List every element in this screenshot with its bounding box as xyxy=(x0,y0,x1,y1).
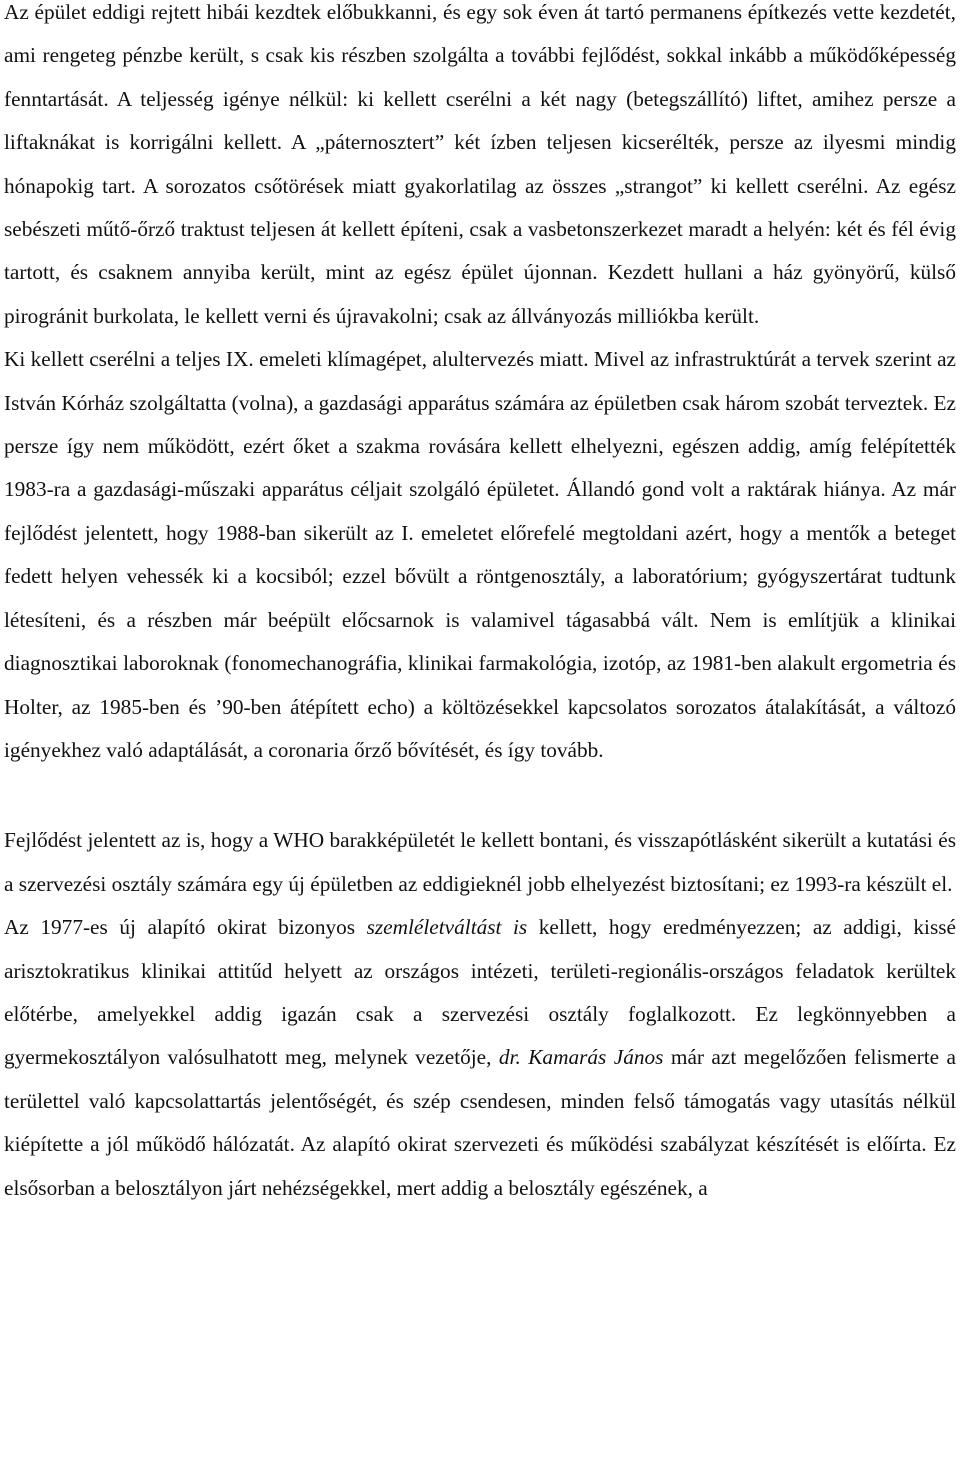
paragraph-text: Az 1977-es új alapító okirat bizonyos xyxy=(4,915,367,940)
italic-emphasis: szemléletváltást is xyxy=(366,915,528,940)
paragraph-text: Fejlődést jelentett az is, hogy a WHO barakképületét le kellett bontani, és visszapótlásként sikerült a kutatási és a szervezési osztály számára egy új épületben az eddigieknél jobb elhelyezést biztosítani; ez 1993-ra készült el. xyxy=(4,828,956,896)
paragraph-infrastructure xyxy=(0,338,960,772)
italic-person-name: dr. Kamarás János xyxy=(498,1045,664,1070)
paragraph-founding-charter xyxy=(0,906,960,1210)
paragraph-text: már azt megelőzően felismerte a területtel való kapcsolattartás jelentőségét, és szép csendesen, minden felső támogatás vagy utasítás nélkül kiépítette a jól működő hálózatát. Az alapító okirat szervezeti és működési szabályzat készítését is előírta. Ez elsősorban a belosztályon járt nehézségekkel, mert addig a belosztály egészének, a xyxy=(4,1045,957,1200)
paragraph-text: Az épület eddigi rejtett hibái kezdtek előbukkanni, és egy sok éven át tartó permanens építkezés vette kezdetét, ami rengeteg pénzbe került, s csak kis részben szolgálta a további fejlődést, sokkal inkább a működőképesség fenntartását. A teljesség igénye nélkül: ki kellett cserélni a két nagy (betegszállító) liftet, amihez persze a liftaknákat is korrigálni kellett. A „páternosztert” két ízben teljesen kicserélték, persze az ilyesmi mindig hónapokig tart. A sorozatos csőtörések miatt gyakorlatilag az összes „strangot” ki kellett cserélni. Az egész sebészeti műtő-őrző traktust teljesen át kellett építeni, csak a vasbetonszerkezet maradt a helyén: két és fél évig tartott, és csaknem annyiba került, mint az egész épület újonnan. Kezdett hullani a ház gyönyörű, külső pirogránit burkolata, le kellett verni és újravakolni; csak az állványozás milliókba került. xyxy=(4,0,956,328)
paragraph-spacer xyxy=(0,772,960,819)
paragraph-building-repairs xyxy=(0,0,960,338)
paragraph-who-building xyxy=(0,819,960,906)
paragraph-text: kellett, hogy eredményezzen; az addigi, kissé arisztokratikus klinikai attitűd helyett az országos intézeti, területi-regionális-országos feladatok kerültek előtérbe, amelyekkel addig igazán csak a szervezési osztály foglalkozott. Ez legkönnyebben a gyermekosztályon valósulhatott meg, melynek vezetője, xyxy=(4,915,956,1070)
paragraph-text: Ki kellett cserélni a teljes IX. emeleti klímagépet, alultervezés miatt. Mivel az infrastruktúrát a tervek szerint az István Kórház szolgáltatta (volna), a gazdasági apparátus számára az épületben csak három szobát terveztek. Ez persze így nem működött, ezért őket a szakma rovására kellett elhelyezni, egészen addig, amíg felépítették 1983-ra a gazdasági-műszaki apparátus céljait szolgáló épületet. Állandó gond volt a raktárak hiánya. Az már fejlődést jelentett, hogy 1988-ban sikerült az I. emeletet előrefelé megtoldani azért, hogy a mentők a beteget fedett helyen vehessék ki a kocsiból; ezzel bővült a röntgenosztály, a laboratórium; gyógyszertárat tudtunk létesíteni, és a részben már beépült előcsarnok is valamivel tágasabbá vált. Nem is említjük a klinikai diagnosztikai laboroknak (fonomechanográfia, klinikai farmakológia, izotóp, az 1981-ben alakult ergometria és Holter, az 1985-ben és ’90-ben átépített echo) a költözésekkel kapcsolatos sorozatos átalakítását, a változó igényekhez való adaptálását, a coronaria őrző bővítését, és így tovább. xyxy=(4,347,956,762)
